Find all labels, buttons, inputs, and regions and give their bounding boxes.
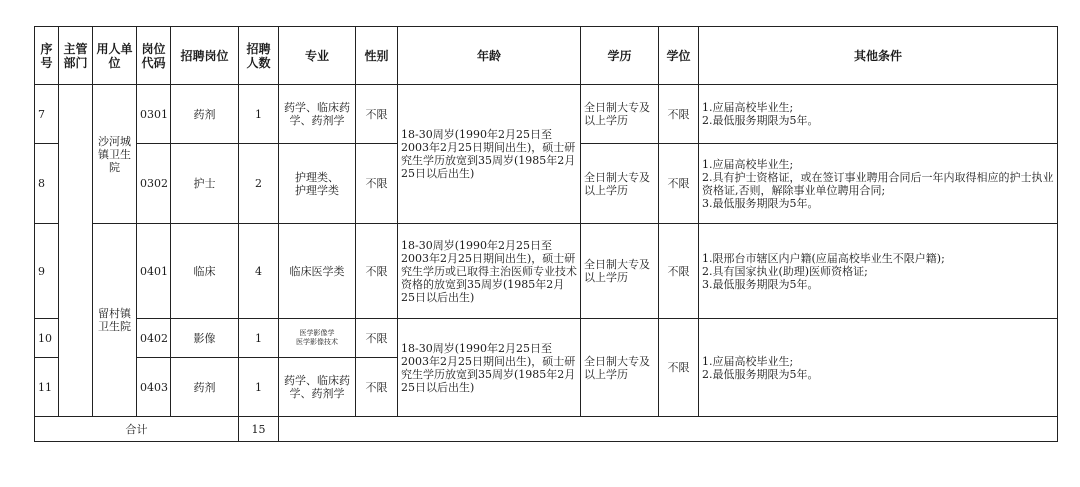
cell-degree: 不限 <box>659 85 699 144</box>
cell-other: 1.应届高校毕业生; 2.最低服务期限为5年。 <box>699 85 1058 144</box>
cell-edu: 全日制大专及以上学历 <box>581 144 659 224</box>
cell-major: 医学影像学 医学影像技术 <box>279 319 356 358</box>
cell-unit: 留村镇卫生院 <box>93 224 137 417</box>
header-degree: 学位 <box>659 27 699 85</box>
header-unit: 用人单位 <box>93 27 137 85</box>
header-age: 年龄 <box>398 27 581 85</box>
cell-edu: 全日制大专及以上学历 <box>581 224 659 319</box>
header-seq: 序号 <box>35 27 59 85</box>
header-row <box>35 27 1058 85</box>
cell-code: 0403 <box>137 358 171 417</box>
recruitment-table-sheet <box>34 26 1058 442</box>
cell-post: 药剂 <box>171 358 239 417</box>
cell-other: 1.限邢台市辖区内户籍(应届高校毕业生不限户籍); 2.具有国家执业(助理)医师资格证; 3.最低服务期限为5年。 <box>699 224 1058 319</box>
cell-num: 1 <box>239 319 279 358</box>
cell-code: 0401 <box>137 224 171 319</box>
cell-degree: 不限 <box>659 144 699 224</box>
total-empty <box>279 417 1058 442</box>
cell-seq: 10 <box>35 319 59 358</box>
table-row <box>35 319 1058 358</box>
cell-major: 护理类、 护理学类 <box>279 144 356 224</box>
header-num: 招聘人数 <box>239 27 279 85</box>
header-dept: 主管部门 <box>59 27 93 85</box>
total-value: 15 <box>239 417 279 442</box>
cell-other: 1.应届高校毕业生; 2.最低服务期限为5年。 <box>699 319 1058 417</box>
cell-post: 护士 <box>171 144 239 224</box>
table-row <box>35 224 1058 319</box>
cell-num: 1 <box>239 358 279 417</box>
cell-edu: 全日制大专及以上学历 <box>581 85 659 144</box>
cell-dept <box>59 85 93 417</box>
header-code: 岗位代码 <box>137 27 171 85</box>
cell-code: 0301 <box>137 85 171 144</box>
cell-gender: 不限 <box>356 224 398 319</box>
cell-code: 0302 <box>137 144 171 224</box>
cell-num: 2 <box>239 144 279 224</box>
recruitment-table <box>34 26 1058 442</box>
cell-gender: 不限 <box>356 85 398 144</box>
header-other: 其他条件 <box>699 27 1058 85</box>
cell-age: 18-30周岁(1990年2月25日至2003年2月25日期间出生)，硕士研究生学历或已取得主治医师专业技术资格的放宽到35周岁(1985年2月25日以后出生) <box>398 224 581 319</box>
cell-major: 药学、临床药学、药剂学 <box>279 85 356 144</box>
cell-age: 18-30周岁(1990年2月25日至2003年2月25日期间出生)，硕士研究生学历放宽到35周岁(1985年2月25日以后出生) <box>398 319 581 417</box>
cell-edu: 全日制大专及以上学历 <box>581 319 659 417</box>
cell-gender: 不限 <box>356 144 398 224</box>
cell-seq: 9 <box>35 224 59 319</box>
cell-degree: 不限 <box>659 224 699 319</box>
cell-unit: 沙河城镇卫生院 <box>93 85 137 224</box>
total-label: 合计 <box>35 417 239 442</box>
table-row <box>35 85 1058 144</box>
header-major: 专业 <box>279 27 356 85</box>
cell-seq: 8 <box>35 144 59 224</box>
cell-num: 4 <box>239 224 279 319</box>
cell-age: 18-30周岁(1990年2月25日至2003年2月25日期间出生)，硕士研究生学历放宽到35周岁(1985年2月25日以后出生) <box>398 85 581 224</box>
cell-major: 临床医学类 <box>279 224 356 319</box>
total-row <box>35 417 1058 442</box>
header-post: 招聘岗位 <box>171 27 239 85</box>
cell-other: 1.应届高校毕业生; 2.具有护士资格证，或在签订事业聘用合同后一年内取得相应的护士执业资格证,否则，解除事业单位聘用合同; 3.最低服务期限为5年。 <box>699 144 1058 224</box>
cell-post: 临床 <box>171 224 239 319</box>
cell-post: 影像 <box>171 319 239 358</box>
cell-degree: 不限 <box>659 319 699 417</box>
cell-num: 1 <box>239 85 279 144</box>
cell-gender: 不限 <box>356 358 398 417</box>
cell-major: 药学、临床药学、药剂学 <box>279 358 356 417</box>
cell-post: 药剂 <box>171 85 239 144</box>
cell-gender: 不限 <box>356 319 398 358</box>
cell-code: 0402 <box>137 319 171 358</box>
header-gender: 性别 <box>356 27 398 85</box>
cell-seq: 11 <box>35 358 59 417</box>
header-edu: 学历 <box>581 27 659 85</box>
cell-seq: 7 <box>35 85 59 144</box>
